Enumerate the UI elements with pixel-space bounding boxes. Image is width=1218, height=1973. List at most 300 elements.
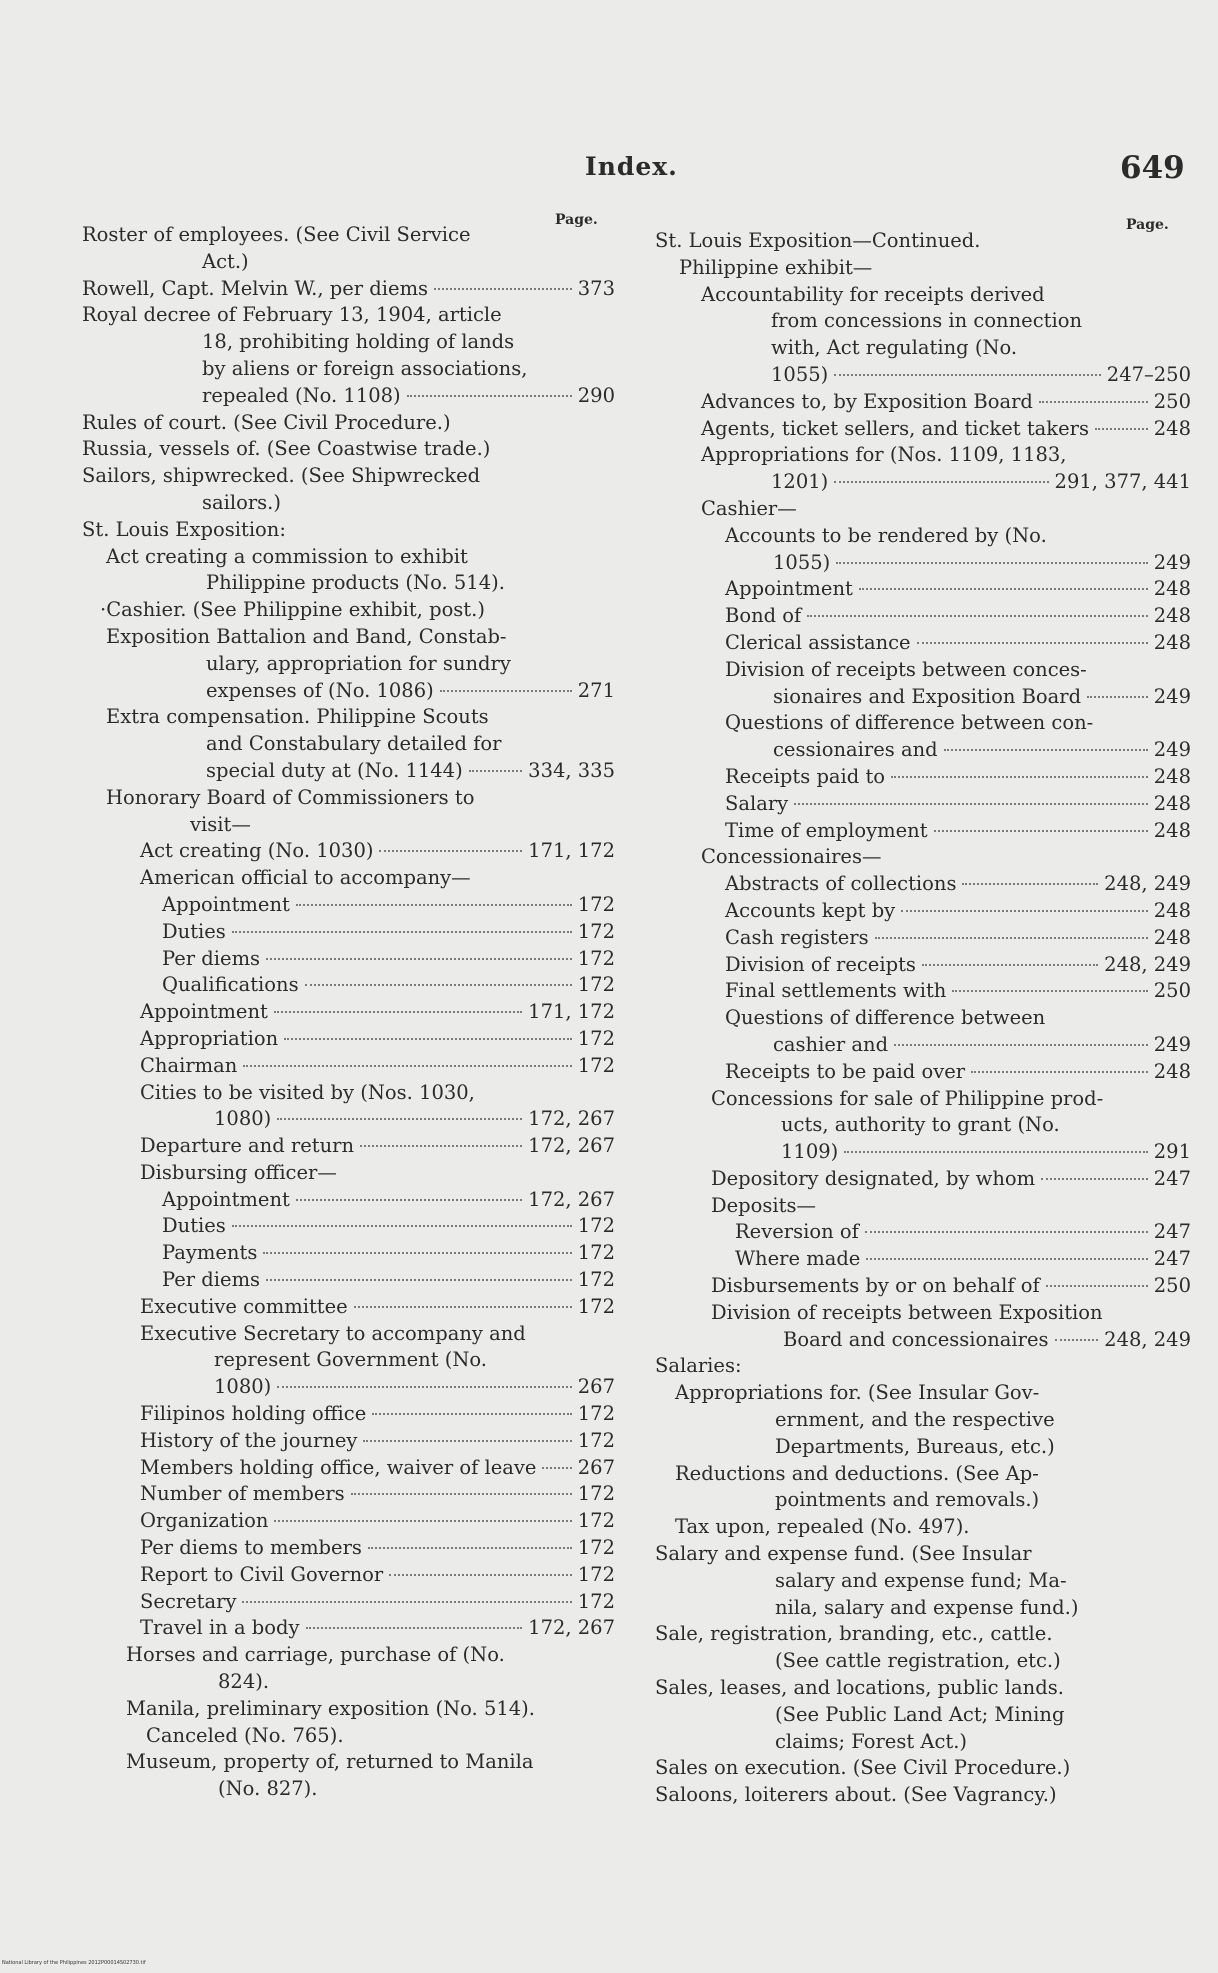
- entry-page-ref: 334, 335: [528, 758, 615, 782]
- entry-text: Exposition Battalion and Band, Constab-: [106, 624, 507, 648]
- entry-text: 1109): [781, 1140, 839, 1164]
- index-entry: [655, 1434, 1191, 1461]
- entry-text: Appointment: [725, 577, 853, 601]
- entry-text: Division of receipts between Exposition: [711, 1300, 1103, 1324]
- entry-text: 1080): [214, 1375, 272, 1399]
- index-entry: [82, 490, 615, 517]
- entry-text: Sales on execution. (See Civil Procedure.): [655, 1756, 1071, 1780]
- entry-page-ref: 248, 249: [1104, 872, 1191, 896]
- entry-text: from concessions in connection: [771, 309, 1083, 333]
- entry-text: Act creating (No. 1030): [140, 839, 374, 863]
- entry-text: ernment, and the respective: [775, 1408, 1055, 1432]
- entry-text: Filipinos holding office: [140, 1402, 367, 1426]
- index-entry: [82, 892, 615, 919]
- entry-text: cessionaires and: [773, 738, 938, 762]
- index-entry: [82, 1106, 615, 1133]
- index-entry: [655, 630, 1191, 657]
- index-entry: [655, 1541, 1191, 1568]
- entry-text: sionaires and Exposition Board: [773, 684, 1082, 708]
- entry-text: Depository designated, by whom: [711, 1166, 1036, 1190]
- entry-text: Where made: [735, 1247, 861, 1271]
- entry-page-ref: 291, 377, 441: [1054, 470, 1191, 494]
- entry-text: and Constabulary detailed for: [206, 732, 502, 756]
- dot-leader: [944, 749, 1148, 751]
- entry-text: cashier and: [773, 1032, 889, 1056]
- entry-page-ref: 249: [1153, 1032, 1191, 1056]
- index-entry: [655, 1059, 1191, 1086]
- entry-text: ucts, authority to grant (No.: [781, 1113, 1060, 1137]
- entry-text: St. Louis Exposition—Continued.: [655, 229, 981, 252]
- entry-page-ref: 172: [577, 973, 615, 997]
- entry-page-ref: 291: [1153, 1140, 1191, 1164]
- entry-page-ref: 248, 249: [1104, 952, 1191, 976]
- entry-page-ref: 247: [1153, 1166, 1191, 1190]
- entry-text: ulary, appropriation for sundry: [206, 651, 511, 675]
- index-entry: [655, 603, 1191, 630]
- index-entry: [82, 570, 615, 597]
- index-entry: [82, 1321, 615, 1348]
- index-entry: [82, 758, 615, 785]
- entry-text: Canceled (No. 765).: [146, 1723, 344, 1747]
- dot-leader: [274, 1520, 571, 1522]
- entry-page-ref: 172: [577, 1509, 615, 1533]
- index-entry: [655, 898, 1191, 925]
- entry-page-ref: 290: [577, 383, 615, 407]
- entry-page-ref: 172, 267: [528, 1107, 615, 1131]
- entry-page-ref: 250: [1153, 979, 1191, 1003]
- entry-text: Report to Civil Governor: [140, 1562, 384, 1586]
- entry-text: Abstracts of collections: [725, 872, 957, 896]
- entry-text: visit—: [190, 812, 251, 836]
- entry-text: (See Public Land Act; Mining: [775, 1702, 1065, 1726]
- dot-leader: [242, 1601, 571, 1603]
- entry-page-ref: 247–250: [1106, 362, 1191, 386]
- entry-text: Per diems to members: [140, 1536, 362, 1560]
- index-entry: [655, 550, 1191, 577]
- entry-text: 1080): [214, 1107, 272, 1131]
- index-entry: [82, 329, 615, 356]
- index-entry: [655, 1407, 1191, 1434]
- entry-text: Horses and carriage, purchase of (No.: [126, 1643, 505, 1667]
- index-entry: [82, 1026, 615, 1053]
- entry-page-ref: 172: [577, 1562, 615, 1586]
- entry-text: claims; Forest Act.): [775, 1729, 968, 1753]
- entry-text: Questions of difference between: [725, 1006, 1046, 1030]
- entry-text: 824).: [218, 1670, 270, 1694]
- entry-text: Accounts kept by: [725, 898, 896, 922]
- dot-leader: [372, 1413, 572, 1415]
- index-entry: [655, 255, 1191, 282]
- dot-leader: [922, 964, 1098, 966]
- entry-text: Cash registers: [725, 925, 869, 949]
- dot-leader: [232, 1225, 572, 1227]
- dot-leader: [834, 374, 1101, 376]
- entry-text: Accounts to be rendered by (No.: [725, 523, 1047, 547]
- dot-leader: [277, 1386, 572, 1388]
- index-entry: [655, 1219, 1191, 1246]
- index-entry: [82, 651, 615, 678]
- entry-page-ref: 172: [577, 1536, 615, 1560]
- dot-leader: [360, 1145, 522, 1147]
- index-entry: [82, 865, 615, 892]
- index-entry: [655, 1648, 1191, 1675]
- dot-leader: [351, 1493, 572, 1495]
- entry-page-ref: 171, 172: [528, 839, 615, 863]
- index-entry: [655, 308, 1191, 335]
- dot-leader: [917, 642, 1148, 644]
- index-column-left: [82, 222, 615, 1803]
- index-entry: [655, 1514, 1191, 1541]
- index-entry: [655, 1621, 1191, 1648]
- dot-leader: [836, 562, 1148, 564]
- index-entry: [655, 1005, 1191, 1032]
- entry-text: Russia, vessels of. (See Coastwise trade.): [82, 437, 491, 461]
- entry-text: Appropriations for (Nos. 1109, 1183,: [701, 443, 1067, 467]
- entry-page-ref: 248: [1153, 630, 1191, 654]
- entry-text: Organization: [140, 1509, 269, 1533]
- index-entry: [655, 871, 1191, 898]
- index-entry: [82, 1240, 615, 1267]
- dot-leader: [1039, 401, 1148, 403]
- entry-page-ref: 248: [1153, 764, 1191, 788]
- entry-text: 1055): [771, 362, 829, 386]
- entry-text: Division of receipts between conces-: [725, 657, 1087, 681]
- entry-text: Receipts to be paid over: [725, 1059, 966, 1083]
- index-entry: [655, 1729, 1191, 1756]
- index-entry: [655, 657, 1191, 684]
- index-entry: [82, 1723, 615, 1750]
- dot-leader: [542, 1467, 571, 1469]
- index-entry: [655, 362, 1191, 389]
- entry-text: Qualifications: [162, 973, 299, 997]
- entry-text: St. Louis Exposition:: [82, 517, 286, 541]
- entry-text: Bond of: [725, 604, 802, 628]
- entry-page-ref: 248, 249: [1104, 1327, 1191, 1351]
- entry-text: sailors.): [202, 490, 281, 514]
- entry-text: Honorary Board of Commissioners to: [106, 785, 475, 809]
- entry-text: Division of receipts: [725, 952, 916, 976]
- index-entry: [82, 1455, 615, 1482]
- dot-leader: [266, 958, 572, 960]
- entry-text: Appointment: [140, 1000, 268, 1024]
- index-entry: [655, 1675, 1191, 1702]
- dot-leader: [952, 990, 1147, 992]
- index-entry: [82, 1508, 615, 1535]
- entry-text: Payments: [162, 1241, 258, 1265]
- dot-leader: [379, 850, 522, 852]
- entry-text: Appointment: [162, 892, 290, 916]
- dot-leader: [407, 395, 572, 397]
- entry-page-ref: 248: [1153, 416, 1191, 440]
- entry-text: Disbursing officer—: [140, 1160, 337, 1184]
- entry-text: Per diems: [162, 946, 261, 970]
- index-entry: [82, 1160, 615, 1187]
- index-entry: [82, 276, 615, 303]
- dot-leader: [274, 1011, 522, 1013]
- entry-page-ref: 373: [577, 276, 615, 300]
- dot-leader: [794, 803, 1148, 805]
- dot-leader: [866, 1258, 1147, 1260]
- entry-page-ref: 172: [577, 1589, 615, 1613]
- index-entry: [655, 978, 1191, 1005]
- entry-page-ref: 172, 267: [528, 1134, 615, 1158]
- dot-leader: [807, 615, 1147, 617]
- entry-text: Disbursements by or on behalf of: [711, 1274, 1040, 1298]
- index-entry: [655, 1193, 1191, 1220]
- entry-page-ref: 250: [1153, 389, 1191, 413]
- entry-text: (See cattle registration, etc.): [775, 1649, 1061, 1673]
- index-entry: [655, 335, 1191, 362]
- index-entry: [655, 1353, 1191, 1380]
- entry-text: Chairman: [140, 1053, 238, 1077]
- index-entry: [82, 946, 615, 973]
- entry-text: Philippine products (No. 514).: [206, 571, 505, 595]
- entry-page-ref: 172: [577, 1402, 615, 1426]
- index-entry: [82, 463, 615, 490]
- entry-text: 1055): [773, 550, 831, 574]
- index-entry: [82, 1347, 615, 1374]
- index-entry: [655, 523, 1191, 550]
- page-column-label-right: Page.: [1126, 217, 1169, 233]
- index-entry: [82, 624, 615, 651]
- dot-leader: [263, 1252, 571, 1254]
- dot-leader: [243, 1065, 571, 1067]
- index-entry: [82, 222, 615, 249]
- entry-text: special duty at (No. 1144): [206, 758, 463, 782]
- index-entry: [82, 597, 615, 624]
- index-entry: [82, 1374, 615, 1401]
- entry-page-ref: 247: [1153, 1220, 1191, 1244]
- entry-page-ref: 172, 267: [528, 1616, 615, 1640]
- index-entry: [655, 1380, 1191, 1407]
- index-entry: [82, 1428, 615, 1455]
- entry-page-ref: 267: [577, 1375, 615, 1399]
- entry-text: Philippine exhibit—: [679, 255, 873, 279]
- entry-page-ref: 249: [1153, 684, 1191, 708]
- index-entry: [82, 972, 615, 999]
- entry-text: Act.): [202, 249, 249, 273]
- dot-leader: [277, 1118, 522, 1120]
- entry-text: Salary: [725, 791, 789, 815]
- page-column-label-left: Page.: [555, 212, 598, 228]
- entry-text: Executive committee: [140, 1294, 348, 1318]
- index-entry: [82, 1267, 615, 1294]
- entry-text: Travel in a body: [140, 1616, 300, 1640]
- index-entry: [655, 1487, 1191, 1514]
- entry-text: Departments, Bureaus, etc.): [775, 1434, 1055, 1458]
- index-entry: [82, 1481, 615, 1508]
- entry-page-ref: 248: [1153, 604, 1191, 628]
- index-entry: [82, 1615, 615, 1642]
- index-entry: [82, 1696, 615, 1723]
- entry-page-ref: 172: [577, 1053, 615, 1077]
- index-entry: [82, 1053, 615, 1080]
- index-entry: [655, 416, 1191, 443]
- page-number: 649: [1120, 150, 1185, 186]
- index-entry: [655, 1112, 1191, 1139]
- entry-text: Cashier—: [701, 496, 797, 520]
- index-entry: [82, 436, 615, 463]
- entry-text: 18, prohibiting holding of lands: [202, 330, 515, 354]
- entry-text: 1201): [771, 470, 829, 494]
- entry-page-ref: 248: [1153, 577, 1191, 601]
- index-entry: [655, 1166, 1191, 1193]
- entry-text: Number of members: [140, 1482, 345, 1506]
- entry-text: Executive Secretary to accompany and: [140, 1321, 526, 1345]
- index-entry: [655, 952, 1191, 979]
- entry-text: Royal decree of February 13, 1904, article: [82, 303, 502, 327]
- dot-leader: [844, 1151, 1148, 1153]
- dot-leader: [368, 1547, 572, 1549]
- dot-leader: [296, 1199, 522, 1201]
- dot-leader: [232, 931, 572, 933]
- index-entry: [655, 1246, 1191, 1273]
- entry-text: Rowell, Capt. Melvin W., per diems: [82, 276, 429, 300]
- entry-page-ref: 172, 267: [528, 1187, 615, 1211]
- index-entry: [82, 356, 615, 383]
- dot-leader: [363, 1440, 571, 1442]
- entry-page-ref: 172: [577, 1214, 615, 1238]
- index-entry: [655, 710, 1191, 737]
- entry-text: Deposits—: [711, 1193, 816, 1217]
- index-entry: [82, 1187, 615, 1214]
- index-entry: [82, 1642, 615, 1669]
- entry-text: Agents, ticket sellers, and ticket takers: [701, 416, 1089, 440]
- entry-text: Salaries:: [655, 1354, 742, 1378]
- index-entry: [655, 282, 1191, 309]
- entry-page-ref: 172: [577, 1241, 615, 1265]
- dot-leader: [284, 1038, 572, 1040]
- entry-text: salary and expense fund; Ma-: [775, 1568, 1067, 1592]
- index-entry: [82, 1669, 615, 1696]
- entry-page-ref: 249: [1153, 550, 1191, 574]
- index-entry: [82, 1589, 615, 1616]
- entry-text: History of the journey: [140, 1428, 358, 1452]
- dot-leader: [306, 1627, 523, 1629]
- index-entry: [655, 925, 1191, 952]
- dot-leader: [1041, 1178, 1148, 1180]
- dot-leader: [1095, 428, 1148, 430]
- scan-footer: National Library of the Philippines 2012P00014S02730.tif: [2, 1960, 146, 1966]
- entry-text: Appropriation: [140, 1026, 279, 1050]
- entry-page-ref: 250: [1153, 1274, 1191, 1298]
- index-entry: [655, 576, 1191, 603]
- dot-leader: [1087, 696, 1148, 698]
- dot-leader: [934, 830, 1148, 832]
- entry-text: Concessions for sale of Philippine prod-: [711, 1086, 1104, 1110]
- entry-text: Act creating a commission to exhibit: [106, 544, 468, 568]
- entry-page-ref: 248: [1153, 925, 1191, 949]
- entry-page-ref: 249: [1153, 738, 1191, 762]
- dot-leader: [971, 1071, 1148, 1073]
- dot-leader: [266, 1279, 572, 1281]
- entry-text: pointments and removals.): [775, 1488, 1040, 1512]
- index-entry: [82, 999, 615, 1026]
- dot-leader: [894, 1044, 1148, 1046]
- index-entry: [82, 1213, 615, 1240]
- dot-leader: [834, 481, 1048, 483]
- entry-text: Per diems: [162, 1268, 261, 1292]
- entry-text: Advances to, by Exposition Board: [701, 389, 1033, 413]
- index-entry: [82, 383, 615, 410]
- entry-text: Roster of employees. (See Civil Service: [82, 223, 471, 246]
- index-entry: [82, 1776, 615, 1803]
- entry-text: Manila, preliminary exposition (No. 514).: [126, 1696, 535, 1720]
- index-entry: [82, 785, 615, 812]
- index-entry: [655, 469, 1191, 496]
- dot-leader: [1046, 1285, 1148, 1287]
- entry-text: Board and concessionaires: [783, 1327, 1049, 1351]
- entry-text: Sales, leases, and locations, public lands.: [655, 1676, 1064, 1700]
- dot-leader: [296, 904, 572, 906]
- dot-leader: [859, 588, 1148, 590]
- index-entry: [82, 678, 615, 705]
- entry-page-ref: 172: [577, 919, 615, 943]
- entry-text: Tax upon, repealed (No. 497).: [675, 1515, 970, 1539]
- index-entry: [82, 302, 615, 329]
- index-entry: [82, 1080, 615, 1107]
- index-entry: [82, 517, 615, 544]
- entry-text: Reversion of: [735, 1220, 859, 1244]
- entry-text: repealed (No. 1108): [202, 383, 401, 407]
- dot-leader: [354, 1306, 572, 1308]
- dot-leader: [469, 770, 522, 772]
- entry-text: Questions of difference between con-: [725, 711, 1094, 735]
- entry-text: (No. 827).: [218, 1777, 318, 1801]
- index-entry: [82, 704, 615, 731]
- dot-leader: [901, 910, 1148, 912]
- index-entry: [655, 1702, 1191, 1729]
- entry-page-ref: 172: [577, 1268, 615, 1292]
- dot-leader: [440, 690, 572, 692]
- entry-text: Members holding office, waiver of leave: [140, 1455, 537, 1479]
- entry-text: Reductions and deductions. (See Ap-: [675, 1461, 1039, 1485]
- index-entry: [655, 684, 1191, 711]
- entry-text: nila, salary and expense fund.): [775, 1595, 1079, 1619]
- index-entry: [655, 1273, 1191, 1300]
- entry-page-ref: 248: [1153, 818, 1191, 842]
- index-entry: [655, 1595, 1191, 1622]
- entry-text: expenses of (No. 1086): [206, 678, 434, 702]
- index-entry: [82, 1535, 615, 1562]
- index-entry: [655, 1568, 1191, 1595]
- index-entry: [655, 1300, 1191, 1327]
- entry-page-ref: 248: [1153, 1059, 1191, 1083]
- entry-page-ref: 172: [577, 1026, 615, 1050]
- entry-text: Appropriations for. (See Insular Gov-: [675, 1381, 1040, 1405]
- entry-text: Sale, registration, branding, etc., cattle.: [655, 1622, 1053, 1646]
- entry-page-ref: 172: [577, 1294, 615, 1318]
- index-entry: [655, 389, 1191, 416]
- entry-text: Duties: [162, 919, 226, 943]
- index-entry: [655, 1086, 1191, 1113]
- index-entry: [655, 844, 1191, 871]
- index-entry: [655, 791, 1191, 818]
- entry-text: Salary and expense fund. (See Insular: [655, 1542, 1032, 1566]
- index-entry: [655, 818, 1191, 845]
- entry-text: Cities to be visited by (Nos. 1030,: [140, 1080, 475, 1104]
- entry-page-ref: 172: [577, 892, 615, 916]
- index-entry: [82, 1294, 615, 1321]
- entry-text: Clerical assistance: [725, 630, 911, 654]
- page-title: Index.: [585, 152, 678, 181]
- entry-page-ref: 172: [577, 946, 615, 970]
- index-entry: [655, 228, 1191, 255]
- index-entry: [655, 737, 1191, 764]
- index-column-right: [655, 228, 1191, 1809]
- entry-text: Rules of court. (See Civil Procedure.): [82, 410, 451, 434]
- index-entry: [82, 249, 615, 276]
